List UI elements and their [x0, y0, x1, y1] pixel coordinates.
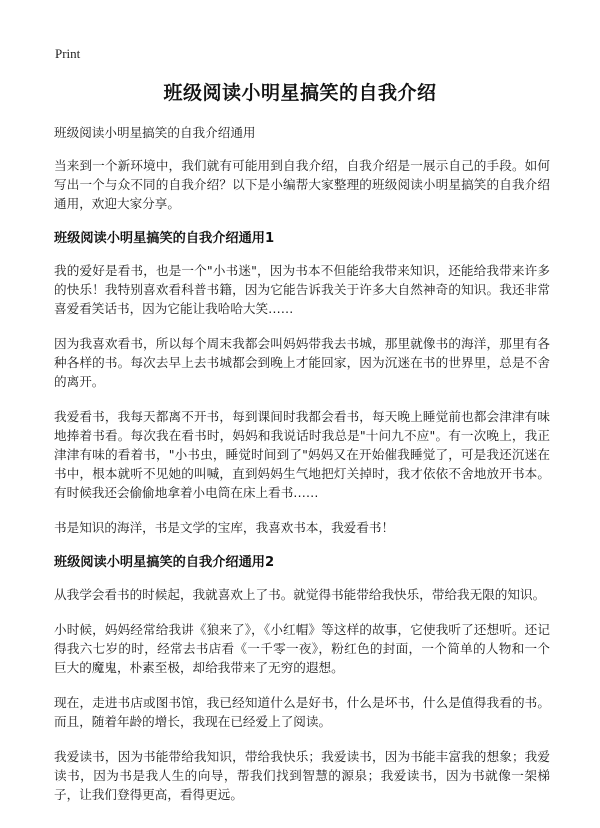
section-heading-1: 班级阅读小明星搞笑的自我介绍通用1	[54, 231, 275, 246]
section2-paragraph: 现在，走进书店或图书馆，我已经知道什么是好书，什么是坏书，什么是值得我看的书。而且，随着年龄的增长，我现在已经爱上了阅读。	[54, 695, 550, 729]
section1-paragraph: 因为我喜欢看书，所以每个周末我都会叫妈妈带我去书城，那里就像书的海洋，那里有各种各样的书。每次去早上去书城都会到晚上才能回家，因为沉迷在书的世界里，总是不舍的离开。	[54, 336, 550, 389]
article-body	[54, 123, 550, 820]
section2-paragraph: 我爱读书，因为书能带给我知识，带给我快乐；我爱读书，因为书能丰富我的想象；我爱读书，因为书是我人生的向导，帮我们找到智慧的源泉；我爱读书，因为书就像一架梯子，让我们登得更高，看得更远。	[54, 749, 550, 802]
section2-paragraph: 从我学会看书的时候起，我就喜欢上了书。就觉得书能带给我快乐，带给我无限的知识。	[54, 587, 546, 602]
section1-paragraph: 我爱看书，我每天都离不开书，每到课间时我都会看书，每天晚上睡觉前也都会津津有味地捧着书看。每次我在看书时，妈妈和我说话时我总是"十问九不应"。有一次晚上，我正津津有味的看着书，"小书虫，睡觉时间到了"妈妈又在开始催我睡觉了，可是我还沉迷在书中，根本就听不见她的叫喊，直到妈妈生气地把灯关掉时，我才依依不舍地放开书本。有时候我还会偷偷地拿着小电筒在床上看书……	[54, 409, 550, 500]
article-subtitle: 班级阅读小明星搞笑的自我介绍通用	[54, 125, 256, 140]
section-heading-2: 班级阅读小明星搞笑的自我介绍通用2	[54, 555, 275, 570]
page-title: 班级阅读小明星搞笑的自我介绍	[163, 82, 437, 104]
print-link[interactable]: Print	[55, 46, 81, 61]
intro-paragraph: 当来到一个新环境中，我们就有可能用到自我介绍，自我介绍是一展示自己的手段。如何写出一个与众不同的自我介绍？以下是小编帮大家整理的班级阅读小明星搞笑的自我介绍通用，欢迎大家分享。	[54, 158, 550, 211]
section1-paragraph: 书是知识的海洋，书是文学的宝库，我喜欢书本，我爱看书！	[54, 520, 395, 535]
section2-paragraph: 小时候，妈妈经常给我讲《狼来了》，《小红帽》等这样的故事，它使我听了还想听。还记得我六七岁的时，经常去书店看《一千零一夜》，粉红色的封面，一个简单的人物和一个巨大的魔鬼，朴素至极，却给我带来了无穷的遐想。	[54, 622, 550, 675]
section1-paragraph: 我的爱好是看书，也是一个"小书迷"，因为书本不但能给我带来知识，还能给我带来许多的快乐！我特别喜欢看科普书籍，因为它能告诉我关于许多大自然神奇的知识。我还非常喜爱看笑话书，因为它能让我哈哈大笑……	[54, 263, 550, 316]
